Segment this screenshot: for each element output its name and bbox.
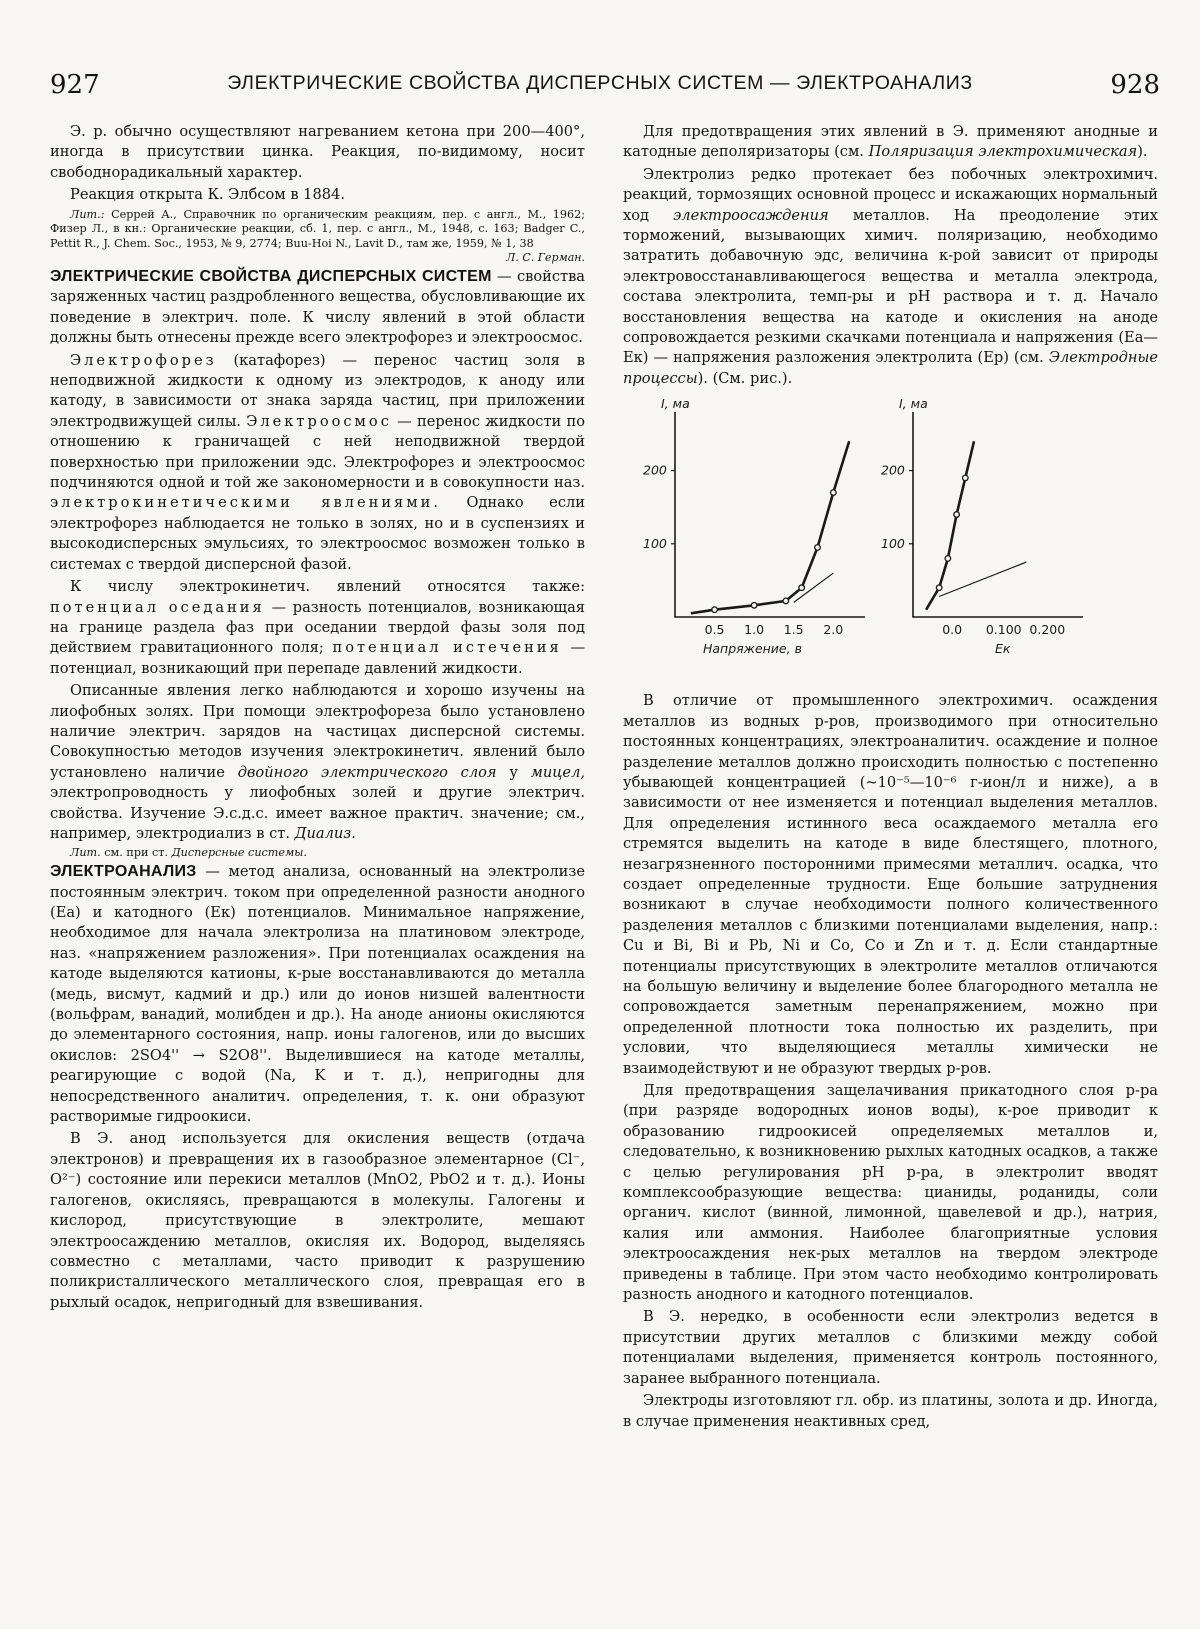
- x-axis-label: Напряжение, в: [703, 641, 802, 657]
- y-axis-label: I, ма: [899, 397, 928, 412]
- literature-note: [50, 846, 585, 861]
- article-electroanalysis: [50, 862, 585, 1127]
- literature-label: Лит.:: [70, 207, 105, 221]
- y-axis-label: I, ма: [661, 397, 690, 412]
- data-point: [783, 598, 789, 604]
- running-title: ЭЛЕКТРИЧЕСКИЕ СВОЙСТВА ДИСПЕРСНЫХ СИСТЕМ — ЭЛЕКТРОАНАЛИЗ: [227, 72, 973, 94]
- y-tick-label: 200: [643, 462, 667, 478]
- term: Электрофорез: [70, 351, 217, 369]
- paragraph-text: — разность потенциалов, возникающая на границе раздела фаз при оседании твердой фазы золя под действием гравитационного поля;: [50, 598, 586, 657]
- literature-note: [50, 208, 585, 252]
- data-point: [799, 585, 805, 591]
- paragraph-text: ). (См. рис.).: [697, 369, 793, 387]
- cross-reference: Поляризация электрохимическая: [868, 143, 1138, 161]
- data-point: [712, 607, 718, 613]
- axis-frame: [675, 412, 865, 617]
- term: потенциал истечения: [332, 639, 562, 657]
- paragraph-text: Однако если электрофорез наблюдается не только в золях, но и в суспензиях и высокодисперсных эмульсиях, то электроосмос возможен только в системах с твердой дисперсной фазой.: [50, 494, 585, 573]
- y-tick-label: 100: [881, 536, 905, 552]
- page-number-right: 928: [1110, 70, 1160, 100]
- term: потенциал оседания: [50, 598, 265, 616]
- x-tick-label: 1.5: [783, 622, 804, 638]
- paragraph-text: ).: [1137, 143, 1148, 161]
- paragraph: [623, 165, 1158, 389]
- page-number-left: 927: [50, 70, 100, 100]
- data-point: [815, 545, 821, 551]
- paragraph-text: — перенос жидкости по отношению к граничащей с ней неподвижной твердой поверхностью при приложении эдс. Электрофорез и электроосмос подчиняются одной и той же закономерности и в совокупности наз.: [50, 412, 586, 492]
- headword: ЭЛЕКТРИЧЕСКИЕ СВОЙСТВА ДИСПЕРСНЫХ СИСТЕМ: [50, 268, 492, 286]
- literature-text: см. при ст.: [104, 846, 169, 860]
- paragraph: Реакция открыта К. Элбсом в 1884.: [70, 186, 345, 204]
- series-line: [691, 442, 849, 614]
- y-tick-label: 100: [643, 536, 667, 552]
- paragraph: [50, 351, 585, 575]
- paragraph: В Э. анод используется для окисления веществ (отдача электронов) и превращения их в газообразное элементарное (Cl⁻, O²⁻) состояние или перекиси металлов (MnO2, PbO2 и т. д.). Ионы галогенов, окисляясь, превращаются в молекулы. Галогены и кислород, присутствующие в электролите, мешают электроосаждению металлов, окисляя их. Водород, выделяясь совместно с металлами, часто приводит к разрушению поликристаллического металлического слоя, превращая его в рыхлый осадок, непригодный для взвешивания.: [50, 1130, 585, 1311]
- paragraph: [623, 122, 1158, 163]
- data-point: [963, 475, 969, 481]
- paragraph: В отличие от промышленного электрохимич. осаждения металлов из водных р-ров, производимого при относительно постоянных концентрациях, электроаналитич. осаждение и полное разделение металлов должно происходить полностью с постепенно убывающей концентрацией (~10⁻⁵—10⁻⁶ г-ион/л и ниже), а в зависимости от нее изменяется и потенциал выделения металлов. Для определения истинного веса осаждаемого металла его стремятся выделить на катоде в виде блестящего, плотного, незагрязненного посторонними примесями металлич. осадка, что создает определенные трудности. Еще большие затруднения возникают в случае необходимости полного количественного разделения металлов с близкими потенциалами выделения, напр.: Cu и Bi, Bi и Pb, Ni и Co, Co и Zn и т. д. Если стандартные потенциалы присутствующих в электролите металлов отличаются на большую величину и выделение более благородного металла не сопровождается заметным перенапряжением, можно при определенной плотности тока полностью их разделить, при условии, что выделяющиеся металлы химически не взаимодействуют и не образуют твердых р-ров.: [623, 692, 1158, 1077]
- chart-svg: [623, 397, 1158, 677]
- author-signature: Л. С. Герман.: [506, 251, 585, 265]
- paragraph-text: Описанные явления легко наблюдаются и хорошо изучены на лиофобных золях. При помощи электрофореза было установлено наличие электрич. зарядов на частицах дисперсной системы. Совокупностью методов изучения электрокинетич. явлений было установлено наличие: [50, 682, 585, 781]
- paragraph-text: у: [509, 763, 518, 781]
- x-axis-label: Eк: [995, 641, 1011, 657]
- data-point: [936, 585, 942, 591]
- literature-text: Серрей А., Справочник по органическим реакциям, пер. с англ., М., 1962; Физер Л., в кн.: Органические реакции, сб. 1, пер. с англ., М., 1948, с. 163; Badger C., Pettit R., J. Chem. Soc., 1953, № 9, 2774; Buu-Hoi N., Lavit D., там же, 1959, № 1, 38: [50, 207, 585, 251]
- right-column: [623, 122, 1158, 1434]
- series-line: [926, 442, 974, 610]
- x-tick-label: 1.0: [744, 622, 765, 638]
- cross-reference: Диализ.: [294, 824, 356, 842]
- paragraph: Электроды изготовляют гл. обр. из платины, золота и др. Иногда, в случае применения неактивных сред,: [623, 1392, 1158, 1430]
- x-tick-label: 0.5: [704, 622, 725, 638]
- cross-reference: электроосаждения: [673, 206, 829, 224]
- paragraph: [50, 681, 585, 844]
- data-point: [831, 490, 837, 496]
- paragraph: В Э. нередко, в особенности если электролиз ведется в присутствии других металлов с близкими между собой потенциалами выделения, применяется контроль постоянного, заранее выбранного потенциала.: [623, 1308, 1158, 1387]
- y-tick-label: 200: [881, 462, 905, 478]
- article-eds: [50, 267, 585, 349]
- term: Электроосмос: [246, 412, 392, 430]
- cross-reference: мицел,: [530, 763, 585, 781]
- paragraph-text: Электролиз редко протекает без побочных электрохимич. реакций, тормозящих основной процесс и искажающих нормальный ход: [623, 165, 1158, 224]
- data-point: [751, 603, 757, 609]
- literature-label: Лит.: [70, 846, 101, 860]
- paragraph-text: К числу электрокинетич. явлений относятся также:: [70, 578, 585, 596]
- article-text: — метод анализа, основанный на электролизе постоянным электрич. током при определенной разности анодного (Ea) и катодного (Eк) потенциалов. Минимальное напряжение, необходимое для начала электролиза на платиновом электроде, наз. «напряжением разложения». При потенциалах осаждения на катоде выделяются катионы, к-рые восстанавливаются до металла (медь, висмут, кадмий и др.) или до ионов низшей валентности (вольфрам, ванадий, молибден и др.). На аноде анионы окисляются до элементарного состояния, напр. ионы галогенов, или до высших окислов: 2SO4'' → S2O8''. Выделившиеся на катоде металлы, реагирующие с водой (Na, K и т. д.), непригодны для непосредственного аналитич. определения, т. к. они образуют растворимые гидроокиси.: [50, 863, 586, 1126]
- paragraph-text: металлов. На преодоление этих торможений, вызывающих химич. поляризацию, необходимо затратить добавочную эдс, величина к-рой зависит от природы электровосстанавливающегося вещества и металла электрода, состава электролита, темп-ры и pH раствора и т. д. Начало восстановления вещества на катоде и окисления на аноде сопровождается резкими скачками потенциала и напряжения (Ea—Eк) — напряжения разложения электролита (Ep) (см.: [623, 206, 1158, 367]
- paragraph-text: — потенциал, возникающий при перепаде давлений жидкости.: [50, 639, 586, 677]
- x-tick-label: 0.0: [942, 622, 963, 638]
- left-column: [50, 122, 585, 1315]
- paragraph-text: (катафорез) — перенос частиц золя в неподвижной жидкости к одному из электродов, к аноду или катоду, в зависимости от знака заряда частиц, при приложении электродвижущей силы.: [50, 351, 586, 430]
- cross-reference: Электродные процессы: [623, 349, 1158, 387]
- paragraph: Э. р. обычно осуществляют нагреванием кетона при 200—400°, иногда в присутствии цинка. Реакция, по-видимому, носит свободнорадикальный характер.: [50, 123, 585, 181]
- cross-reference: Дисперсные системы.: [171, 846, 307, 860]
- data-point: [945, 556, 951, 562]
- running-header: [50, 70, 1160, 110]
- x-tick-label: 0.200: [1029, 622, 1066, 638]
- tangent-line: [939, 562, 1026, 596]
- paragraph-text: электропроводность у лиофобных золей и другие электрич. свойства. Изучение Э.с.д.с. имеет важное практич. значение; см., например, электродиализ в ст.: [50, 784, 585, 842]
- cross-reference: двойного электрического слоя: [237, 763, 497, 781]
- data-point: [954, 512, 960, 518]
- headword: ЭЛЕКТРОАНАЛИЗ: [50, 863, 197, 881]
- article-text: — свойства заряженных частиц раздробленного вещества, обусловливающие их поведение в электрич. поле. К числу явлений в этой области должны быть отнесены прежде всего электрофорез и электроосмос.: [50, 268, 586, 347]
- paragraph-text: Для предотвращения этих явлений в Э. применяют анодные и катодные деполяризаторы (см.: [623, 123, 1158, 161]
- x-tick-label: 2.0: [823, 622, 844, 638]
- term: электрокинетическими явлениями.: [50, 494, 441, 512]
- paragraph: [50, 577, 585, 679]
- paragraph: Для предотвращения защелачивания прикатодного слоя р-ра (при разряде водородных ионов воды), к-рое приводит к образованию гидроокисей определяемых металлов и, следовательно, к возникновению рыхлых катодных осадков, а также с целью регулирования pH р-ра, в электролит вводят комплексообразующие вещества: цианиды, роданиды, соли органич. кислот (винной, лимонной, щавелевой и др.), натрия, калия или аммония. Наиболее благоприятные условия электроосаждения нек-рых металлов на твердом электроде приведены в таблице. При этом часто необходимо контролировать разность анодного и катодного потенциалов.: [623, 1082, 1158, 1304]
- x-tick-label: 0.100: [985, 622, 1022, 638]
- figure-polarization-curves: [623, 397, 1158, 677]
